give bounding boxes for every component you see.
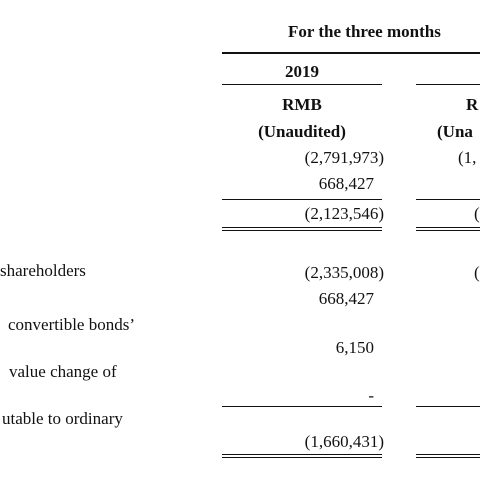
year-header: 2019: [285, 62, 319, 81]
next-subtotal-rule: [416, 199, 480, 200]
row1-next-value: (1,: [458, 148, 477, 167]
attributable-label: utable to ordinary: [2, 409, 123, 428]
fair-value-change-value: -: [368, 386, 374, 405]
next-total-double-rule: [416, 454, 480, 458]
year-underline: [222, 84, 382, 85]
subtotal-rule: [222, 199, 382, 200]
header-top-rule: [222, 52, 480, 54]
total-rule: [222, 406, 382, 407]
fair-value-change-label: value change of: [9, 362, 117, 381]
row2-value: 668,427: [318, 174, 374, 193]
currency-header: RMB: [282, 95, 322, 114]
next-total-rule: [416, 406, 480, 407]
convertible-bonds-value: 6,150: [335, 338, 374, 357]
subtotal-value: (2,123,546): [304, 204, 384, 223]
shareholders-value-2: 668,427: [318, 289, 374, 308]
total-double-rule: [222, 454, 382, 458]
next-shareholders-value: (: [474, 263, 480, 282]
next-subtotal-double-rule: [416, 227, 480, 231]
subtotal-double-rule: [222, 227, 382, 231]
audit-status-header: (Unaudited): [258, 122, 346, 141]
period-header: For the three months: [288, 22, 441, 41]
next-subtotal-value: (: [474, 204, 480, 223]
convertible-bonds-label: convertible bonds’: [8, 315, 135, 334]
shareholders-label: shareholders: [0, 261, 86, 280]
next-year-underline: [416, 84, 480, 85]
next-currency-header: R: [466, 95, 479, 114]
shareholders-value: (2,335,008): [304, 263, 384, 282]
total-value: (1,660,431): [304, 432, 384, 451]
next-audit-status-header: (Una: [437, 122, 473, 141]
row1-value: (2,791,973): [304, 148, 384, 167]
